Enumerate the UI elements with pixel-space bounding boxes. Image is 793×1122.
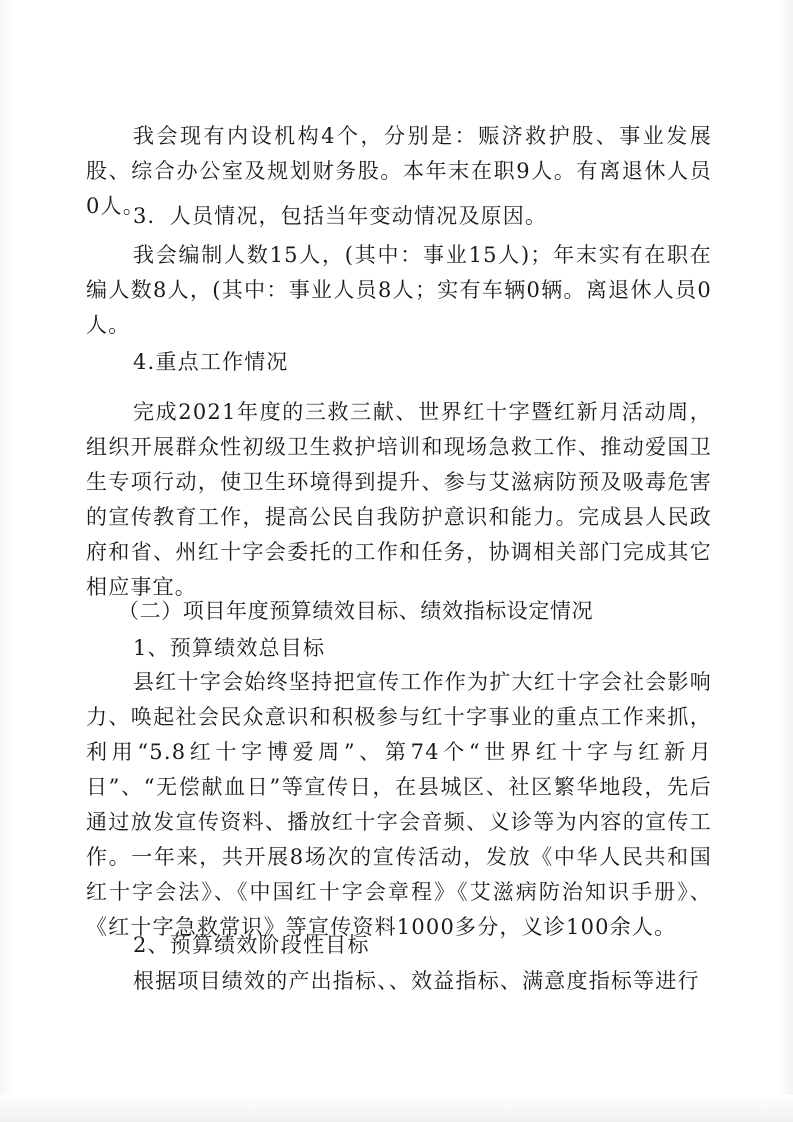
paragraph-publicity-work: 县红十字会始终坚持把宣传工作作为扩大红十字会社会影响力、唤起社会民众意识和积极参与红十字事业的重点工作来抓，利用“5.8红十字博爱周”、第74个“世界红十字与红新月日”、“无偿献血日”等宣传日，在县城区、社区繁华地段，先后通过放发宣传资料、播放红十字会音频、义诊等为内容的宣传工作。一年来，共开展8场次的宣传活动，发放《中华人民共和国红十字会法》、《中国红十字会章程》《艾滋病防治知识手册》、《红十字急救常识》等宣传资料1000多分，义诊100余人。 bbox=[86, 670, 712, 939]
paragraph-indicators: 根据项目绩效的产出指标、、效益指标、满意度指标等进行 bbox=[133, 969, 700, 993]
paragraph-staffing-details: 我会编制人数15人，(其中：事业15人)；年末实有在职在编人数8人，(其中：事业人员8人；实有车辆0辆。离退休人员0人。 bbox=[86, 243, 712, 337]
paragraph-internal-structure: 我会现有内设机构4个，分别是：赈济救护股、事业发展股、综合办公室及规划财务股。本年末在职9人。有离退休人员0人。 bbox=[86, 124, 712, 218]
heading-performance-targets: （二）项目年度预算绩效目标、绩效指标设定情况 bbox=[118, 599, 594, 623]
paragraph-key-work: 完成2021年度的三救三献、世界红十字暨红新月活动周，组织开展群众性初级卫生救护培训和现场急救工作、推动爱国卫生专项行动，使卫生环境得到提升、参与艾滋病防预及吸毒危害的宣传教育工作，提高公民自我防护意识和能力。完成县人民政府和省、州红十字会委托的工作和任务，协调相关部门完成其它相应事宜。 bbox=[86, 400, 712, 599]
heading-key-work: 4.重点工作情况 bbox=[133, 350, 289, 374]
heading-phase-goal: 2、预算绩效阶段性目标 bbox=[133, 933, 370, 957]
heading-overall-goal: 1、预算绩效总目标 bbox=[133, 636, 326, 660]
scan-bottom-edge bbox=[0, 1095, 793, 1122]
heading-staffing: 3．人员情况，包括当年变动情况及原因。 bbox=[133, 204, 548, 228]
